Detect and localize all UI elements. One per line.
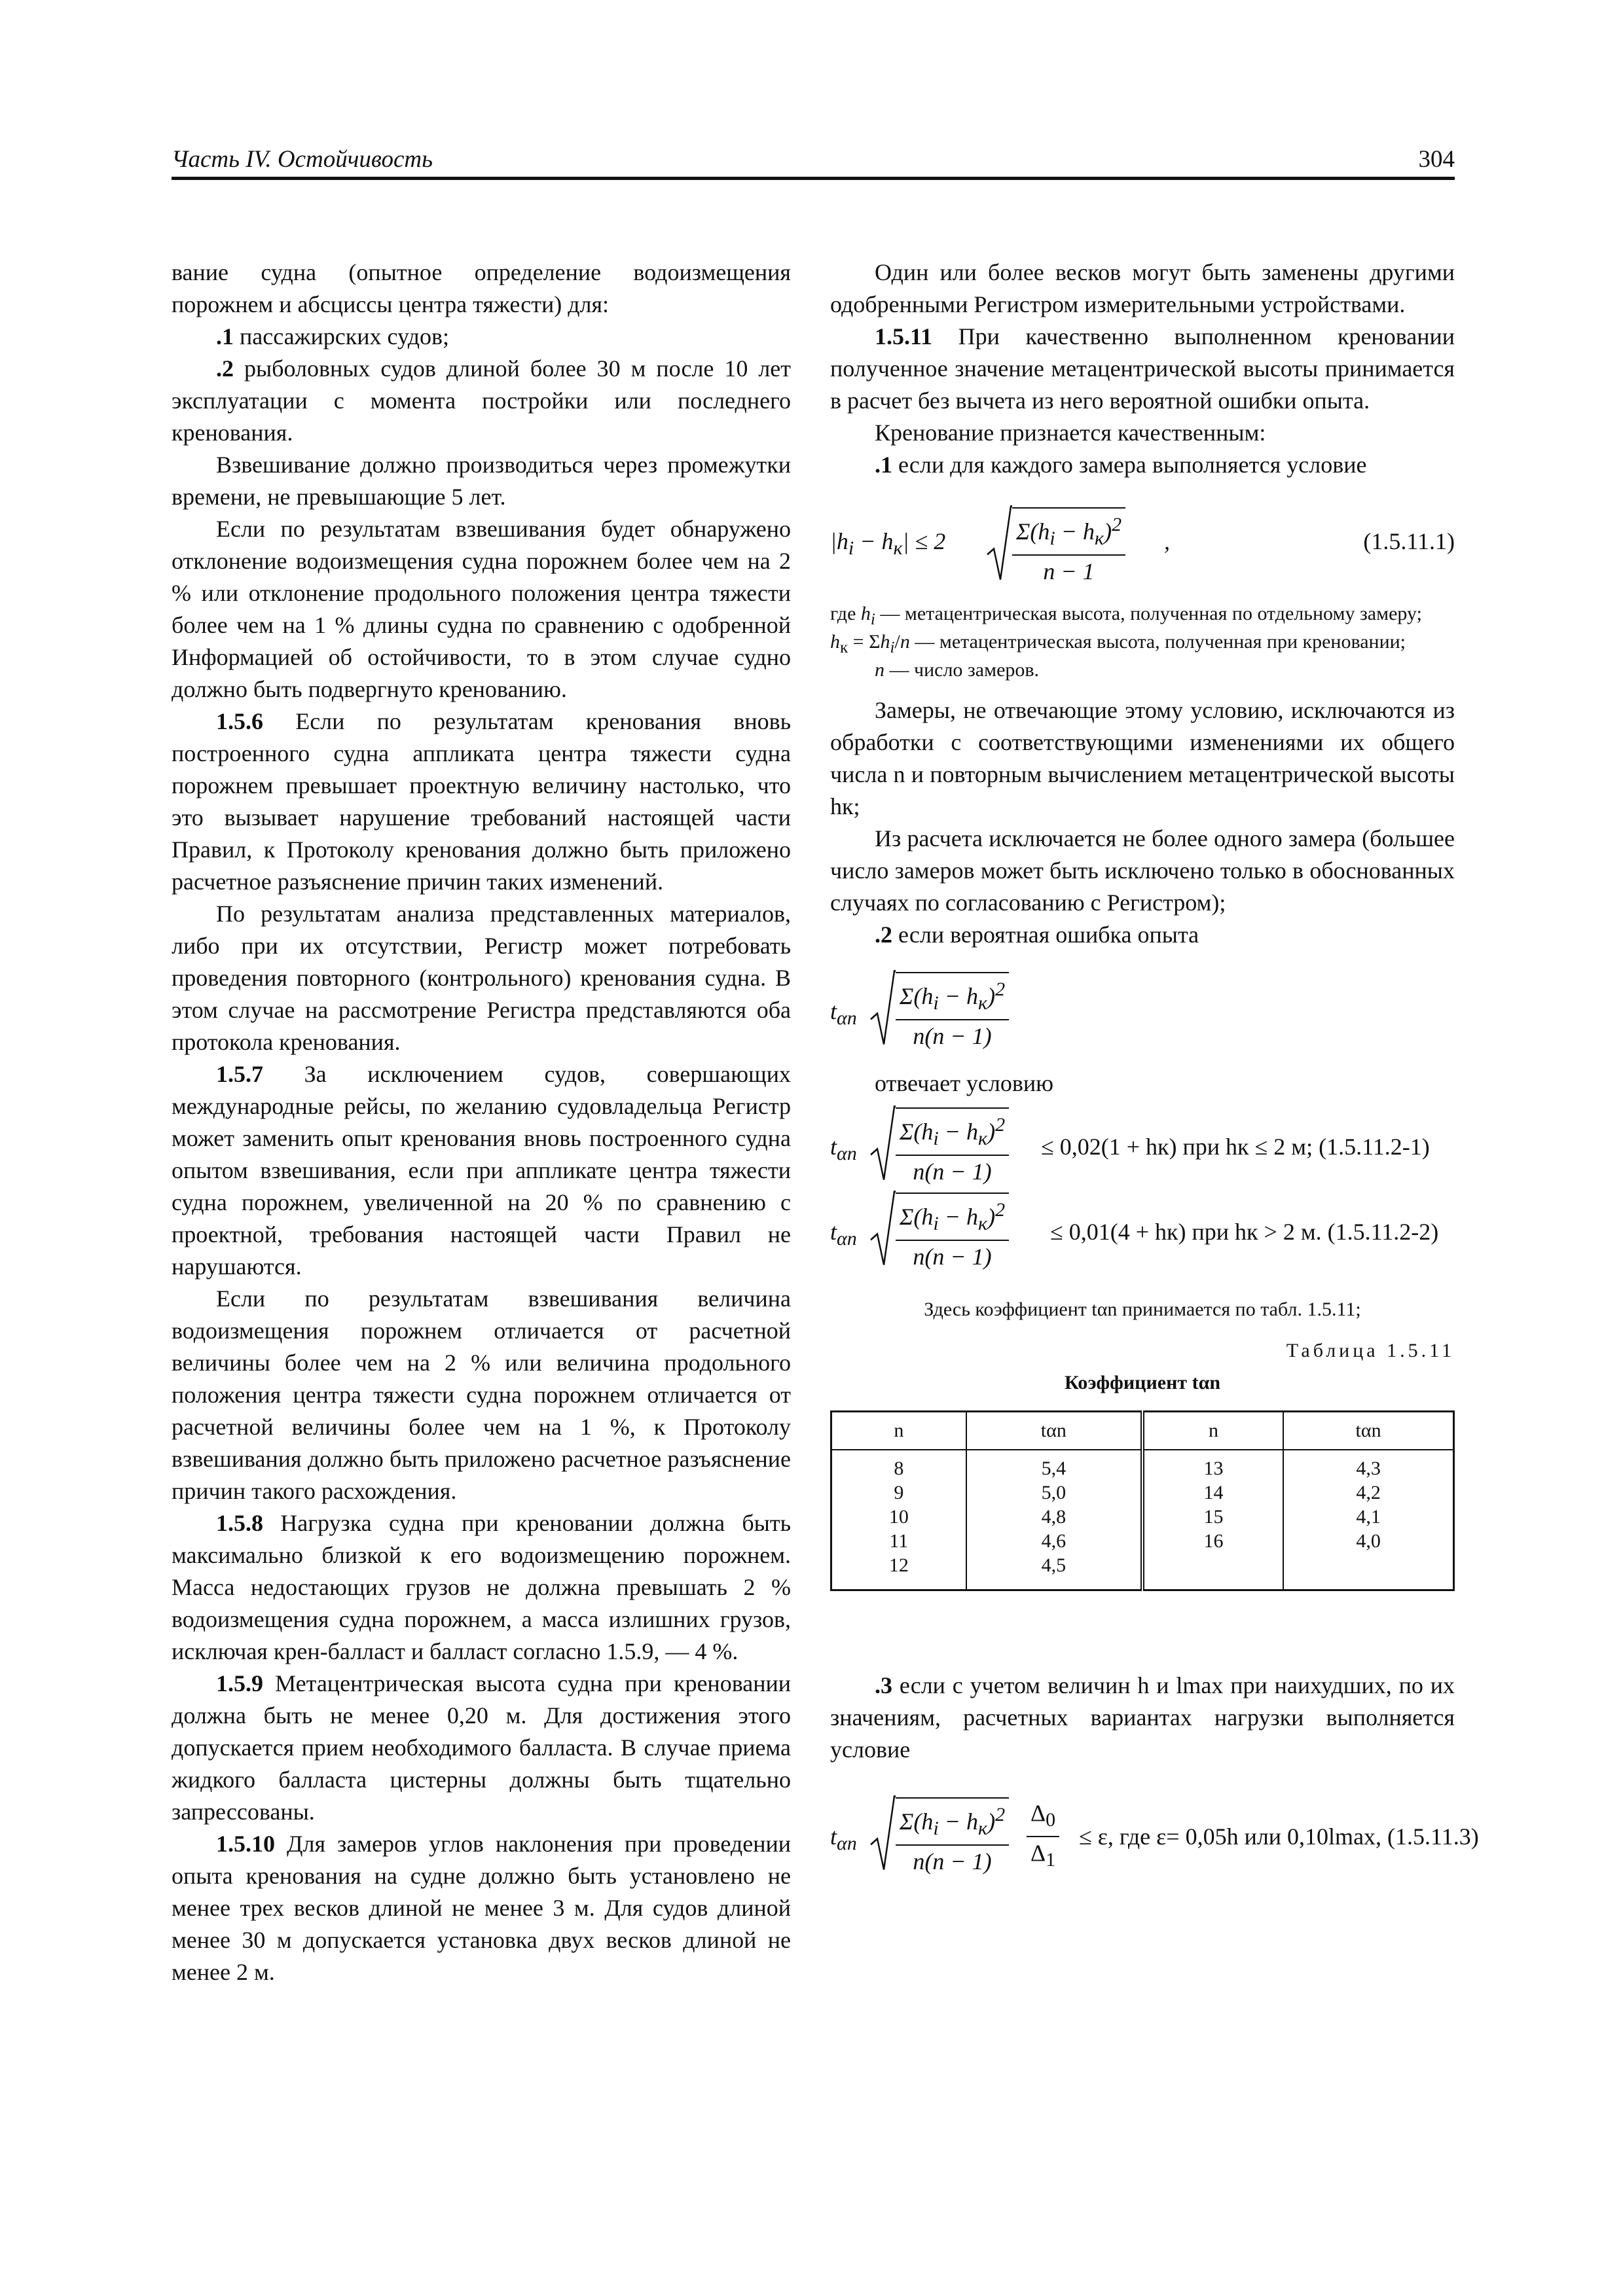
table-header-cell: tαn [966,1412,1142,1450]
table-header-cell: n [831,1412,966,1450]
table-cell [1142,1554,1283,1590]
table-row [831,1554,1454,1590]
paragraph: .3 если с учетом величин h и lmax при наихудших, по их значениям, расчетных вариантах нагрузки выполняется условие [830,1672,1455,1763]
formula-number: (1.5.11.1) [1363,528,1455,554]
table-row [831,1481,1454,1505]
header-title: Часть IV. Остойчивость [172,146,433,173]
coefficient-table [830,1410,1455,1591]
table-cell: 9 [894,1482,904,1503]
table-cell: 4,6 [966,1530,1142,1554]
paragraph: 1.5.9 Метацентрическая высота судна при креновании должна быть не менее 0,20 м. Для достижения этого допускается прием необходимого балласта. В случае приема жидкого балласта цистерны должны быть тщательно запрессованы. [172,1670,791,1825]
table-row [831,1530,1454,1554]
paragraph: Кренование признается качественным: [875,420,1266,446]
paragraph: По результатам анализа представленных материалов, либо при их отсутствии, Регистр может потребовать проведения повторного (контрольного) кренования судна. В этом случае на рассмотрение Регистра представляются оба протокола кренования. [172,901,791,1055]
table-cell: 15 [1203,1506,1224,1528]
table-cell: 10 [888,1506,909,1528]
paragraph: 1.5.11 При качественно выполненном креновании полученное значение метацентрической высоты принимается в расчет без вычета из него вероятной ошибки опыта. [830,323,1455,414]
paragraph: Если по результатам взвешивания будет обнаружено отклонение водоизмещения судна порожнем более чем на 2 % или отклонение продольного положения центра тяжести более чем на 1 % длины судна по сравнению с одобренной Информацией об остойчивости, то в этом случае судно должно быть подвергнуто кренованию. [172,516,791,702]
formula-1-5-11-2-2: $t_{\alpha n}$ $\frac{\Sigma(h_i - h_к)^2}{n(n - 1)}$ ≤ 0,01(4 + hк) при hк > 2 м. (1.5.11.2-2) [830,1193,1455,1271]
formula-1-5-11-1: $|h_i - h_к| \le 2$ $\frac{\Sigma(h_i - h_к)^2}{n - 1}$ , (1.5.11.1) [830,507,1455,579]
table-cell: 4,3 [1283,1450,1453,1481]
table-cell: 8 [894,1458,904,1479]
table-label: Таблица 1.5.11 [1286,1340,1455,1361]
table-cell: 4,8 [966,1505,1142,1530]
table-cell: 4,2 [1283,1481,1453,1505]
table-cell: 12 [831,1554,966,1590]
table-cell: 5,4 [966,1450,1142,1481]
table-row [831,1505,1454,1530]
paragraph: 1.5.6 Если по результатам кренования вновь построенного судна аппликата центра тяжести судна порожнем превышает проектную величину настолько, что это вызывает нарушение требований настоящей части Правил, к Протоколу кренования должно быть приложено расчетное разъяснение причин таких изменений. [172,708,791,895]
sqrt-icon [869,1189,896,1269]
table-cell [1283,1554,1453,1590]
formula-legend: где $h_i$ — метацентрическая высота, полученная по отдельному замеру; $h_к = \Sigma h_i/n$ — метацентрическая высота, полученная при креновании; n — число замеров. [830,603,1422,681]
sqrt-icon [869,1103,896,1184]
sqrt-icon [869,968,896,1049]
formula-probable-error: $t_{\alpha n}$ $\frac{\Sigma(h_i - h_к)^2}{n(n - 1)}$ [830,969,1455,1054]
table-cell: 4,1 [1283,1505,1453,1530]
formula-1-5-11-3: $t_{\alpha n}$ $\frac{\Sigma(h_i - h_к)^2}{n(n - 1)}$ $\frac{\Delta_0}{\Delta_1}$ ≤ ε, где ε= 0,05h или 0,10lmax, (1.5.11.3) [830,1795,1455,1880]
running-header [172,145,1455,179]
paragraph: Из расчета исключается не более одного замера (большее число замеров может быть исключено только в обоснованных случаях по согласованию с Регистром); [830,825,1455,916]
table-cell: 13 [1203,1458,1224,1479]
paragraph: .2 рыболовных судов длиной более 30 м после 10 лет эксплуатации с момента постройки или последнего кренования. [172,355,791,446]
paragraph: вание судна (опытное определение водоизмещения порожнем и абсциссы центра тяжести) для: [172,259,791,317]
paragraph: .1 пассажирских судов; [216,323,450,350]
table-header-cell: tαn [1283,1412,1453,1450]
paragraph: Замеры, не отвечающие этому условию, исключаются из обработки с соответствующими изменениями их общего числа n и повторным вычислением метацентрической высоты hк; [830,697,1455,819]
table-cell: 16 [1203,1530,1224,1552]
table-cell: 4,5 [966,1554,1142,1590]
table-row [831,1450,1454,1481]
table-header-cell: n [1142,1412,1283,1450]
formula-1-5-11-2-1: $t_{\alpha n}$ $\frac{\Sigma(h_i - h_к)^2}{n(n - 1)}$ ≤ 0,02(1 + hк) при hк ≤ 2 м; (1.5.11.2-1) [830,1107,1455,1186]
left-column [172,257,791,1988]
paragraph: .1 если для каждого замера выполняется условие [875,452,1367,478]
paragraph: Если по результатам взвешивания величина водоизмещения порожнем отличается от расчетной величины более чем на 2 % или величина продольного положения центра тяжести судна порожнем отличается от расчетной величины более чем на 1 %, к Протоколу взвешивания должно быть приложено расчетное разъяснение причин такого расхождения. [172,1285,791,1504]
page-number: 304 [1418,146,1455,173]
right-column [830,257,1479,1880]
paragraph: Взвешивание должно производиться через промежутки времени, не превышающие 5 лет. [172,452,791,510]
table-note: Здесь коэффициент tαn принимается по табл. 1.5.11; [924,1299,1361,1320]
table-title: Коэффициент tαn [1064,1372,1221,1393]
table-cell: 14 [1203,1482,1224,1503]
sqrt-icon [986,503,1012,584]
paragraph: отвечает условию [875,1070,1054,1096]
paragraph: .2 если вероятная ошибка опыта [875,922,1199,948]
table-header-row [831,1412,1454,1450]
sqrt-icon [869,1793,896,1874]
table-cell: 5,0 [966,1481,1142,1505]
table-cell: 4,0 [1283,1530,1453,1554]
paragraph: Один или более весков могут быть заменены другими одобренными Регистром измерительными устройствами. [830,259,1455,317]
paragraph: 1.5.7 За исключением судов, совершающих международные рейсы, по желанию судовладельца Регистр может заменить опыт кренования вновь построенного судна опытом взвешивания, если при аппликате центра тяжести судна порожнем, увеличенной на 20 % по сравнению с проектной, требования настоящей части Правил не нарушаются. [172,1061,791,1280]
header-rule [172,177,1455,180]
paragraph: 1.5.10 Для замеров углов наклонения при проведении опыта кренования на судне должно быть установлено не менее трех весков длиной не менее 3 м. Для судов длиной менее 30 м допускается установка двух весков длиной не менее 2 м. [172,1831,791,1985]
table-cell: 11 [889,1530,909,1552]
paragraph: 1.5.8 Нагрузка судна при креновании должна быть максимально близкой к его водоизмещению порожнем. Масса недостающих грузов не должна превышать 2 % водоизмещения судна порожнем, а масса излишних грузов, исключая крен-балласт и балласт согласно 1.5.9, — 4 %. [172,1510,791,1664]
